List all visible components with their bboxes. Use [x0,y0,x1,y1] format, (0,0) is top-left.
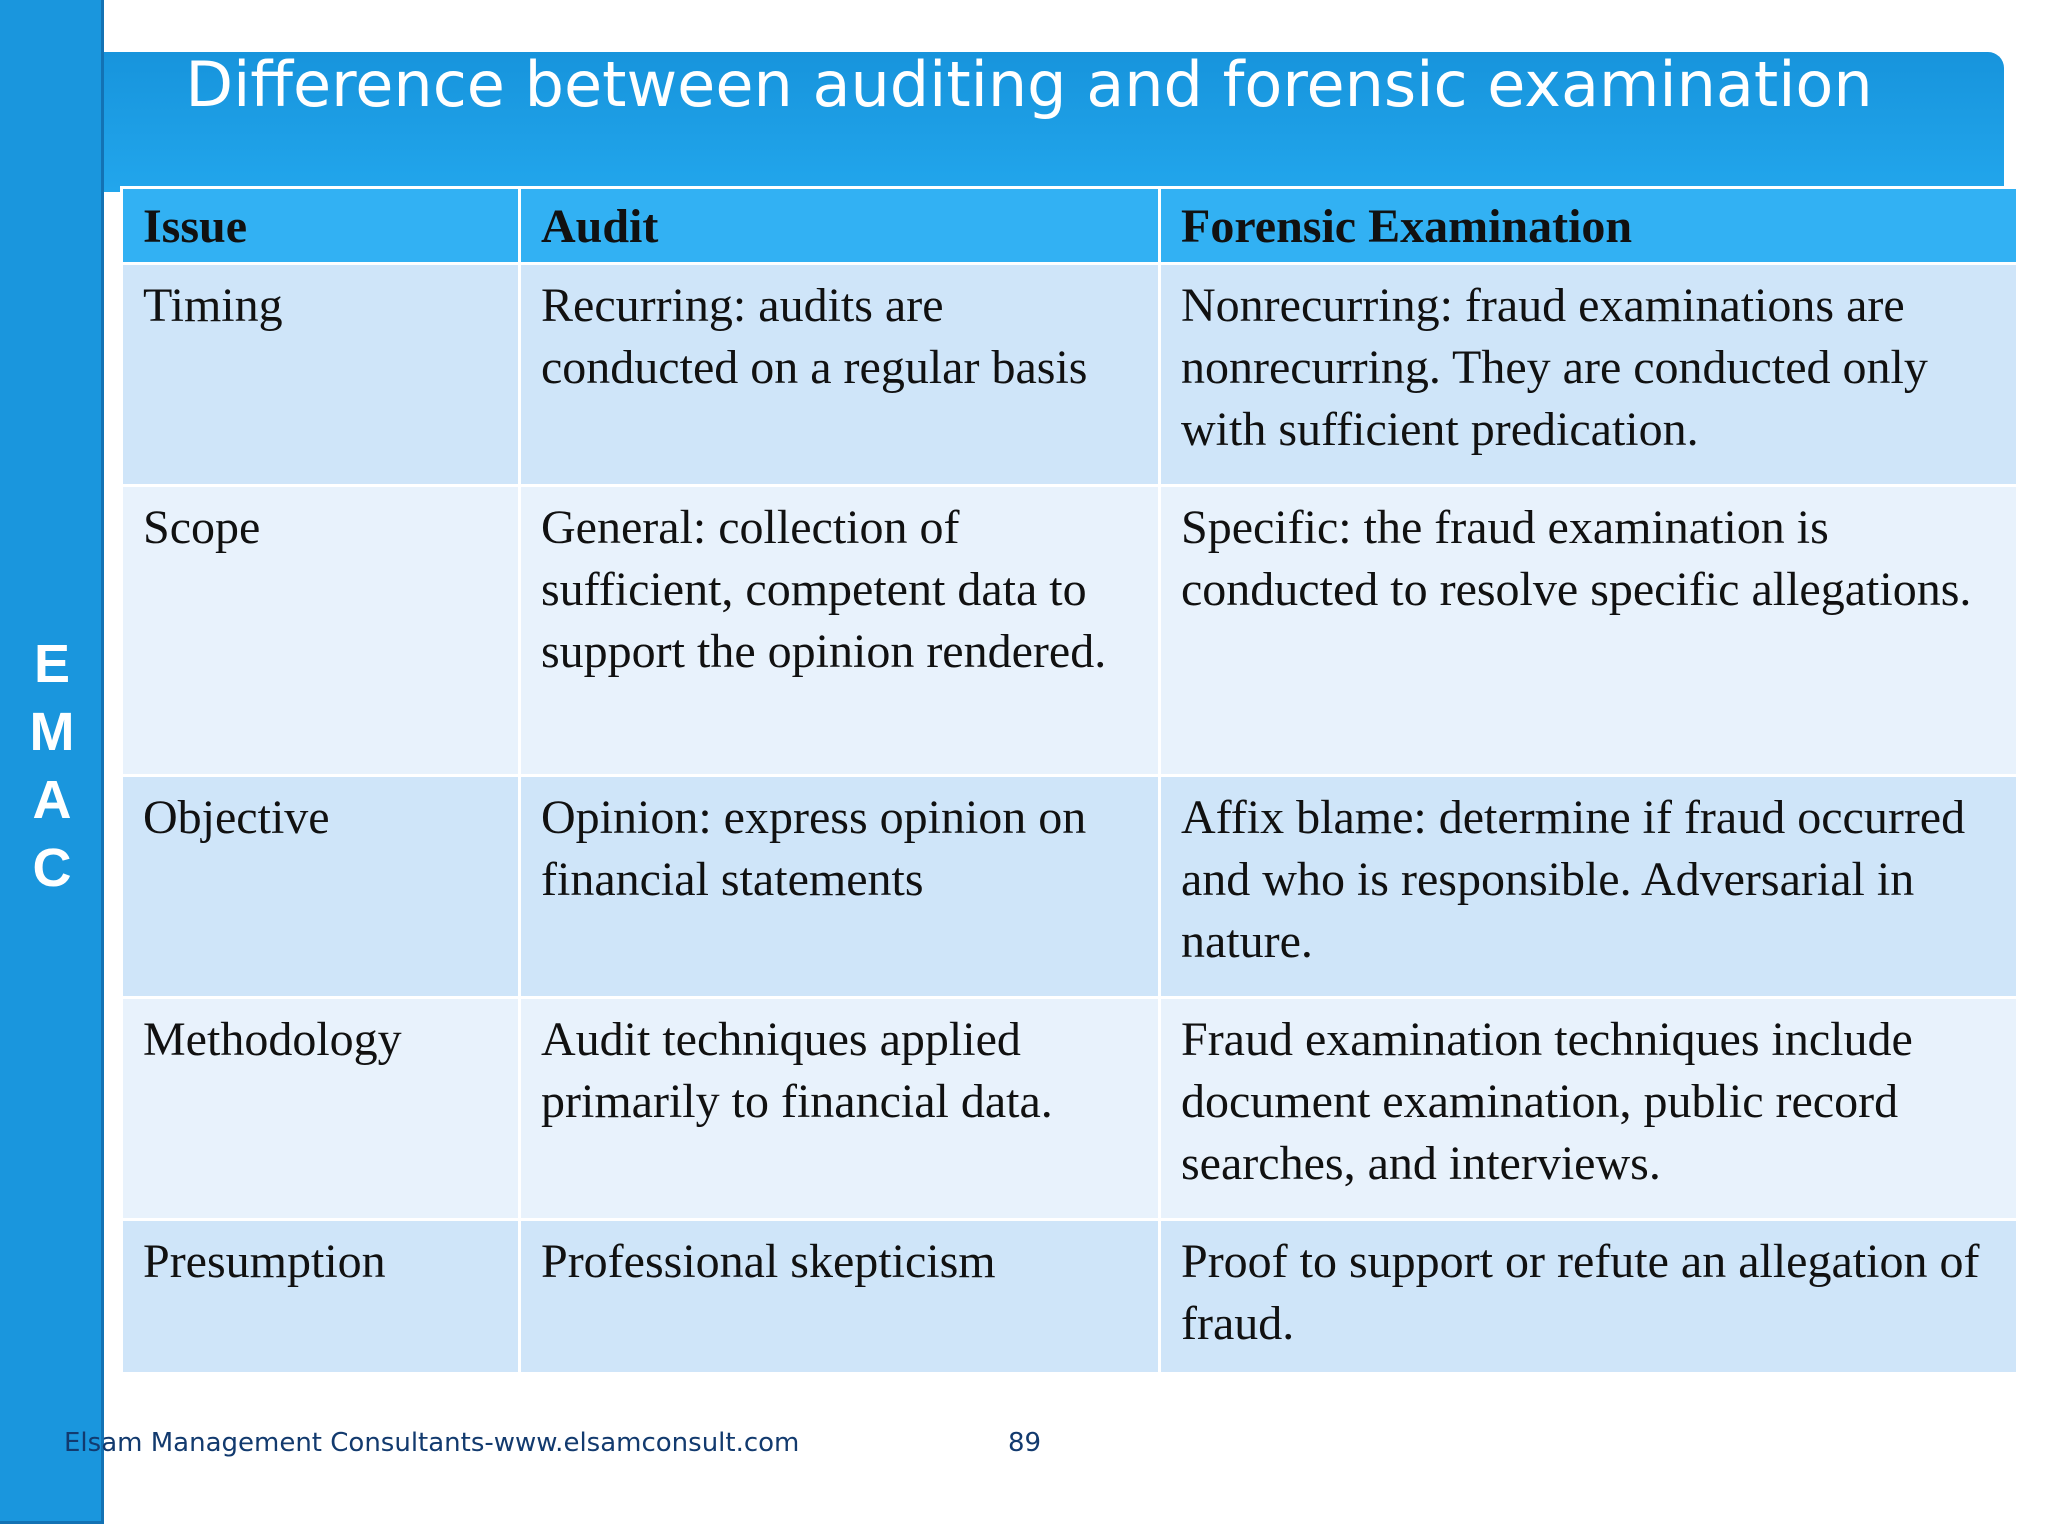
comparison-table [120,186,2019,1375]
header-audit: Audit [520,188,1160,264]
slide-title: Difference between auditing and forensic examination [185,48,1873,121]
issue-cell: Methodology [122,998,520,1220]
side-letters [0,630,104,902]
issue-cell: Timing [122,264,520,486]
issue-cell: Presumption [122,1220,520,1374]
header-issue: Issue [122,188,520,264]
audit-cell: General: collection of sufficient, competent data to support the opinion rendered. [520,486,1160,776]
table-row [122,486,2018,776]
forensic-cell: Specific: the fraud examination is conducted to resolve specific allegations. [1160,486,2018,776]
page-number: 89 [1008,1428,1042,1458]
table-row [122,264,2018,486]
forensic-cell: Affix blame: determine if fraud occurred and who is responsible. Adversarial in nature. [1160,776,2018,998]
table-row [122,1220,2018,1374]
side-letter: C [32,838,72,898]
issue-cell: Objective [122,776,520,998]
table-header-row [122,188,2018,264]
side-letter: E [33,634,71,694]
forensic-cell: Fraud examination techniques include document examination, public record searches, and interviews. [1160,998,2018,1220]
footer-text: Elsam Management Consultants-www.elsamconsult.com [64,1428,800,1458]
side-bar [0,0,104,1524]
table-row [122,998,2018,1220]
audit-cell: Opinion: express opinion on financial statements [520,776,1160,998]
issue-cell: Scope [122,486,520,776]
header-forensic-examination: Forensic Examination [1160,188,2018,264]
forensic-cell: Nonrecurring: fraud examinations are nonrecurring. They are conducted only with sufficient predication. [1160,264,2018,486]
audit-cell: Recurring: audits are conducted on a regular basis [520,264,1160,486]
side-letter: A [32,770,72,830]
forensic-cell: Proof to support or refute an allegation of fraud. [1160,1220,2018,1374]
side-letter: M [29,702,75,762]
audit-cell: Audit techniques applied primarily to financial data. [520,998,1160,1220]
table-row [122,776,2018,998]
audit-cell: Professional skepticism [520,1220,1160,1374]
